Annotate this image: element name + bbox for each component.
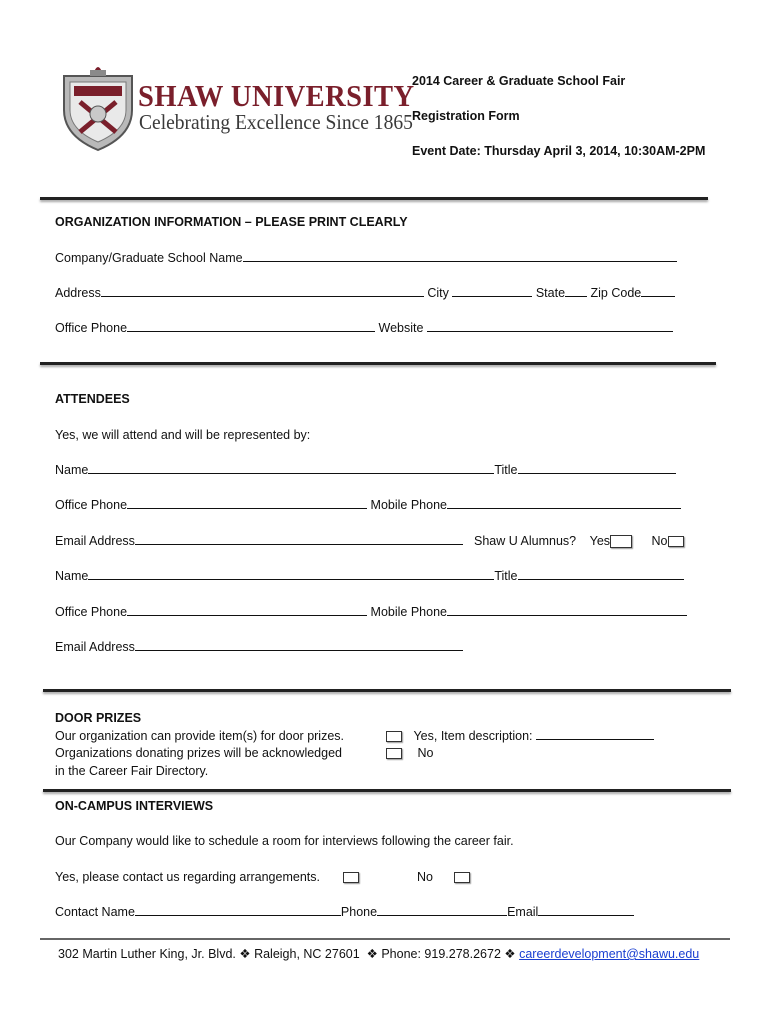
attendee2-name-field[interactable] (88, 569, 494, 580)
interviews-no-row (417, 870, 470, 884)
attendee1-title-field[interactable] (518, 463, 676, 474)
interviews-intro: Our Company would like to schedule a room for interviews following the career fair. (55, 834, 514, 848)
attendee1-email-row (55, 534, 463, 548)
contact-email-label: Email (507, 905, 539, 919)
attendee2-email-row (55, 640, 463, 654)
section-divider (43, 789, 731, 792)
fair-title: 2014 Career & Graduate School Fair (412, 74, 626, 88)
contact-name-field[interactable] (135, 905, 341, 916)
address-field[interactable] (101, 286, 424, 297)
attendee1-email-field[interactable] (135, 534, 463, 545)
mobile-phone-label: Mobile Phone (370, 498, 447, 512)
interviews-yes-row (55, 870, 359, 884)
alumnus-question (474, 534, 684, 548)
address-row (55, 286, 675, 300)
alumnus-yes-label: Yes (589, 534, 611, 548)
footer-separator-icon: ❖ (366, 947, 378, 961)
section-divider (43, 689, 731, 692)
attendee1-office-phone-field[interactable] (127, 498, 367, 509)
interviews-no-checkbox[interactable] (454, 872, 470, 883)
email-label: Email Address (55, 640, 135, 654)
company-name-label: Company/Graduate School Name (55, 251, 243, 265)
alumnus-no-checkbox[interactable] (668, 536, 684, 547)
alumnus-yes-checkbox[interactable] (610, 535, 632, 548)
website-field[interactable] (427, 321, 673, 332)
email-label: Email Address (55, 534, 135, 548)
address-label: Address (55, 286, 101, 300)
company-name-field[interactable] (243, 251, 677, 262)
logo-tagline: Celebrating Excellence Since 1865 (139, 110, 413, 134)
attendee2-title-field[interactable] (518, 569, 684, 580)
footer-address: 302 Martin Luther King, Jr. Blvd. (58, 947, 236, 961)
office-phone-label: Office Phone (55, 498, 128, 512)
interviews-no-label: No (417, 870, 433, 884)
interviews-heading: ON-CAMPUS INTERVIEWS (55, 799, 214, 813)
logo-university-name: SHAW UNIVERSITY (138, 78, 415, 113)
door-prizes-heading: DOOR PRIZES (55, 711, 142, 725)
office-phone-row (55, 321, 673, 335)
interviews-yes-checkbox[interactable] (343, 872, 359, 883)
contact-phone-label: Phone (340, 905, 378, 919)
company-name-row (55, 251, 677, 265)
footer-divider (40, 938, 730, 940)
form-title: Registration Form (412, 109, 520, 123)
door-prizes-yes-checkbox[interactable] (386, 731, 402, 742)
title-label: Title (494, 463, 518, 477)
section-divider (40, 362, 716, 365)
office-phone-label: Office Phone (55, 321, 128, 335)
footer (58, 946, 699, 961)
attendee2-phone-row (55, 605, 687, 619)
mobile-phone-label: Mobile Phone (370, 605, 447, 619)
zip-field[interactable] (641, 286, 675, 297)
door-prizes-line1: Our organization can provide item(s) for door prizes. (55, 729, 345, 743)
contact-email-field[interactable] (538, 905, 634, 916)
attendee2-mobile-phone-field[interactable] (447, 605, 687, 616)
door-prizes-line2: Organizations donating prizes will be acknowledged (55, 746, 342, 760)
attendee1-mobile-phone-field[interactable] (447, 498, 681, 509)
attendee1-name-row (55, 463, 676, 477)
section-divider (40, 197, 708, 200)
zip-label: Zip Code (590, 286, 642, 300)
title-label: Title (494, 569, 518, 583)
state-label: State (535, 286, 566, 300)
office-phone-label: Office Phone (55, 605, 128, 619)
attendee1-name-field[interactable] (88, 463, 494, 474)
footer-separator-icon: ❖ (504, 947, 516, 961)
door-prizes-no-label: No (417, 746, 434, 760)
attendee2-name-row (55, 569, 684, 583)
contact-name-label: Contact Name (55, 905, 135, 919)
footer-phone: Phone: 919.278.2672 (381, 947, 501, 961)
attendee1-phone-row (55, 498, 681, 512)
contact-phone-field[interactable] (377, 905, 507, 916)
item-description-field[interactable] (536, 729, 654, 740)
contact-row (55, 905, 634, 919)
city-field[interactable] (452, 286, 532, 297)
attendees-heading: ATTENDEES (55, 392, 130, 406)
door-prizes-yes-label: Yes, Item description: (413, 729, 533, 743)
name-label: Name (55, 463, 89, 477)
city-label: City (427, 286, 449, 300)
attendees-intro: Yes, we will attend and will be represented by: (55, 428, 311, 442)
event-date: Event Date: Thursday April 3, 2014, 10:30AM-2PM (412, 144, 706, 158)
attendee2-email-field[interactable] (135, 640, 463, 651)
door-prizes-line3: in the Career Fair Directory. (55, 764, 209, 778)
interviews-yes-label: Yes, please contact us regarding arrangements. (55, 870, 320, 884)
footer-separator-icon: ❖ (239, 947, 251, 961)
footer-email-link[interactable]: careerdevelopment@shawu.edu (519, 947, 700, 961)
alumnus-no-label: No (651, 534, 668, 548)
state-field[interactable] (565, 286, 587, 297)
footer-city: Raleigh, NC 27601 (254, 947, 360, 961)
door-prizes-yes-row (386, 729, 654, 743)
attendee2-office-phone-field[interactable] (127, 605, 367, 616)
alumnus-label: Shaw U Alumnus? (474, 534, 577, 548)
office-phone-field[interactable] (127, 321, 375, 332)
name-label: Name (55, 569, 89, 583)
website-label: Website (378, 321, 424, 335)
door-prizes-no-row (386, 746, 433, 760)
door-prizes-no-checkbox[interactable] (386, 748, 402, 759)
university-crest-icon (60, 62, 136, 152)
organization-heading: ORGANIZATION INFORMATION – PLEASE PRINT CLEARLY (55, 215, 408, 229)
